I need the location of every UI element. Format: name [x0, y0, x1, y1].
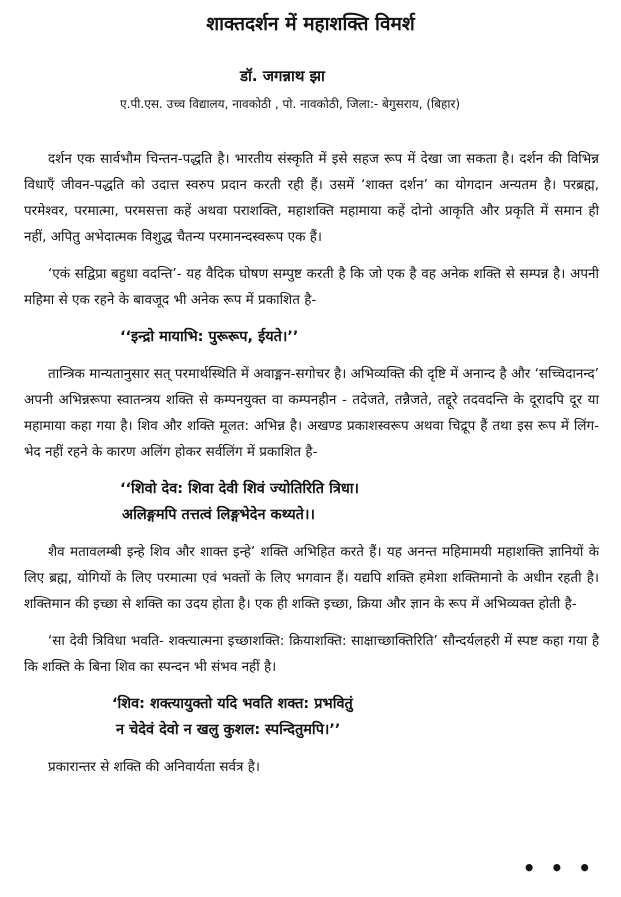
author-affiliation: ए.पी.एस. उच्च विद्यालय, नावकोठी , पो. नावकोठी, जिला:- बेगुसराय, (बिहार) [120, 97, 461, 111]
paragraph-intro: दर्शन एक सार्वभौम चिन्तन-पद्धति है। भारतीय संस्कृति में इसे सहज रूप में देखा जा सकता है। दर्शन की विभिन्न विधाएँ जीवन-पद्धति को उदात्त स्वरुप प्रदान करती रही हैं। उसमें ‘शाक्त दर्शन’ का योगदान अन्यतम है। परब्रह्म, परमेश्वर, परमात्मा, परमसत्ता कहें अथवा पराशक्ति, महाशक्ति महामाया कहें दोनो आकृति और प्रकृति में समान ही नहीं, अपितु अभेदात्मक विशुद्ध चैतन्य परमानन्दस्वरूप एक हैं। [24, 151, 599, 245]
verse-line: ‘‘इन्द्रो मायाभि: पुरूरूप, ईयते।’’ [120, 329, 299, 345]
paragraph-saundarya: ‘सा देवी त्रिविधा भवति- शक्त्यात्मना इच्छाशक्ति: क्रियाशक्ति: साक्षाच्छाक्तिरिति’ सौन्दर्यलहरी में स्पष्ट कहा गया है कि शक्ति के बिना शिव का स्पन्दन भी संभव नहीं है। [24, 633, 599, 675]
verse-line: न चेदेवं देवो न खलु कुशल: स्पन्दितुमपि।’’ [116, 722, 341, 738]
continuation-ellipsis: • • • [522, 856, 595, 880]
paragraph-vedic: ‘एकं सद्विप्रा बहुधा वदन्ति’- यह वैदिक घोषण सम्पुष्ट करती है कि जो एक है वह अनेक शक्ति से सम्पन्न है। अपनी महिमा से एक रहने के बावजूद भी अनेक रूप में प्रकाशित है- [24, 266, 599, 308]
verse-quote-shakti [24, 691, 599, 743]
author-name: डॉ. जगन्नाथ झा [240, 67, 325, 85]
verse-line: ‘शिव: शक्त्यायुक्तो यदि भवति शक्त: प्रभवितुं [112, 696, 353, 712]
paragraph-tantric: तान्त्रिक मान्यतानुसार सत् परमार्थस्थिति में अवाङ्मन-सगोचर है। अभिव्यक्ति की दृष्टि में अनान्द है और ‘सच्चिदानन्द’ अपनी अभिन्नरूपा स्वातन्त्रय शक्ति से कम्पनयुक्त वा कम्पनहीन - तदेजते, तन्नैजते, तद्दूरे तदवदन्ति के दूरादपि दूर या महामाया कहा गया है। शिव और शक्ति मूलत: अभिन्न है। अखण्ड प्रकाशस्वरूप अथवा चिद्रूप हैं तथा इस रूप में लिंग-भेद नहीं रहने के कारण अलिंग होकर सर्वलिंग में प्रकाशित है- [24, 366, 599, 460]
article-title: शाक्तदर्शन में महाशक्ति विमर्श [206, 13, 415, 35]
verse-quote-shiva [24, 476, 599, 528]
paragraph-conclusion: प्रकारान्तर से शक्ति की अनिवार्यता सर्वत्र है। [48, 759, 260, 775]
verse-line: ‘‘शिवो देव: शिवा देवी शिवं ज्योतिरिति त्रिधा। [120, 481, 360, 497]
verse-line: अलिङ्गमपि तत्तत्वं लिङ्गभेदेन कथ्यते।। [122, 507, 315, 523]
article-body [24, 146, 599, 791]
paragraph-shaiva: शैव मतावलम्बी इन्हे शिव और शाक्त इन्हे’ शक्ति अभिहित करते हैं। यह अनन्त महिमामयी महाशक्ति ज्ञानियों के लिए ब्रह्म, योगियों के लिए परमात्मा एवं भक्तों के लिए भगवान हैं। यद्यपि शक्ति हमेशा शक्तिमानो के अधीन रहती है। शक्तिमान की इच्छा से शक्ति का उदय होता है। एक ही शक्ति इच्छा, क्रिया और ज्ञान के रूप में अभिव्यक्त होती है- [24, 544, 599, 612]
verse-quote-indra [24, 324, 599, 350]
